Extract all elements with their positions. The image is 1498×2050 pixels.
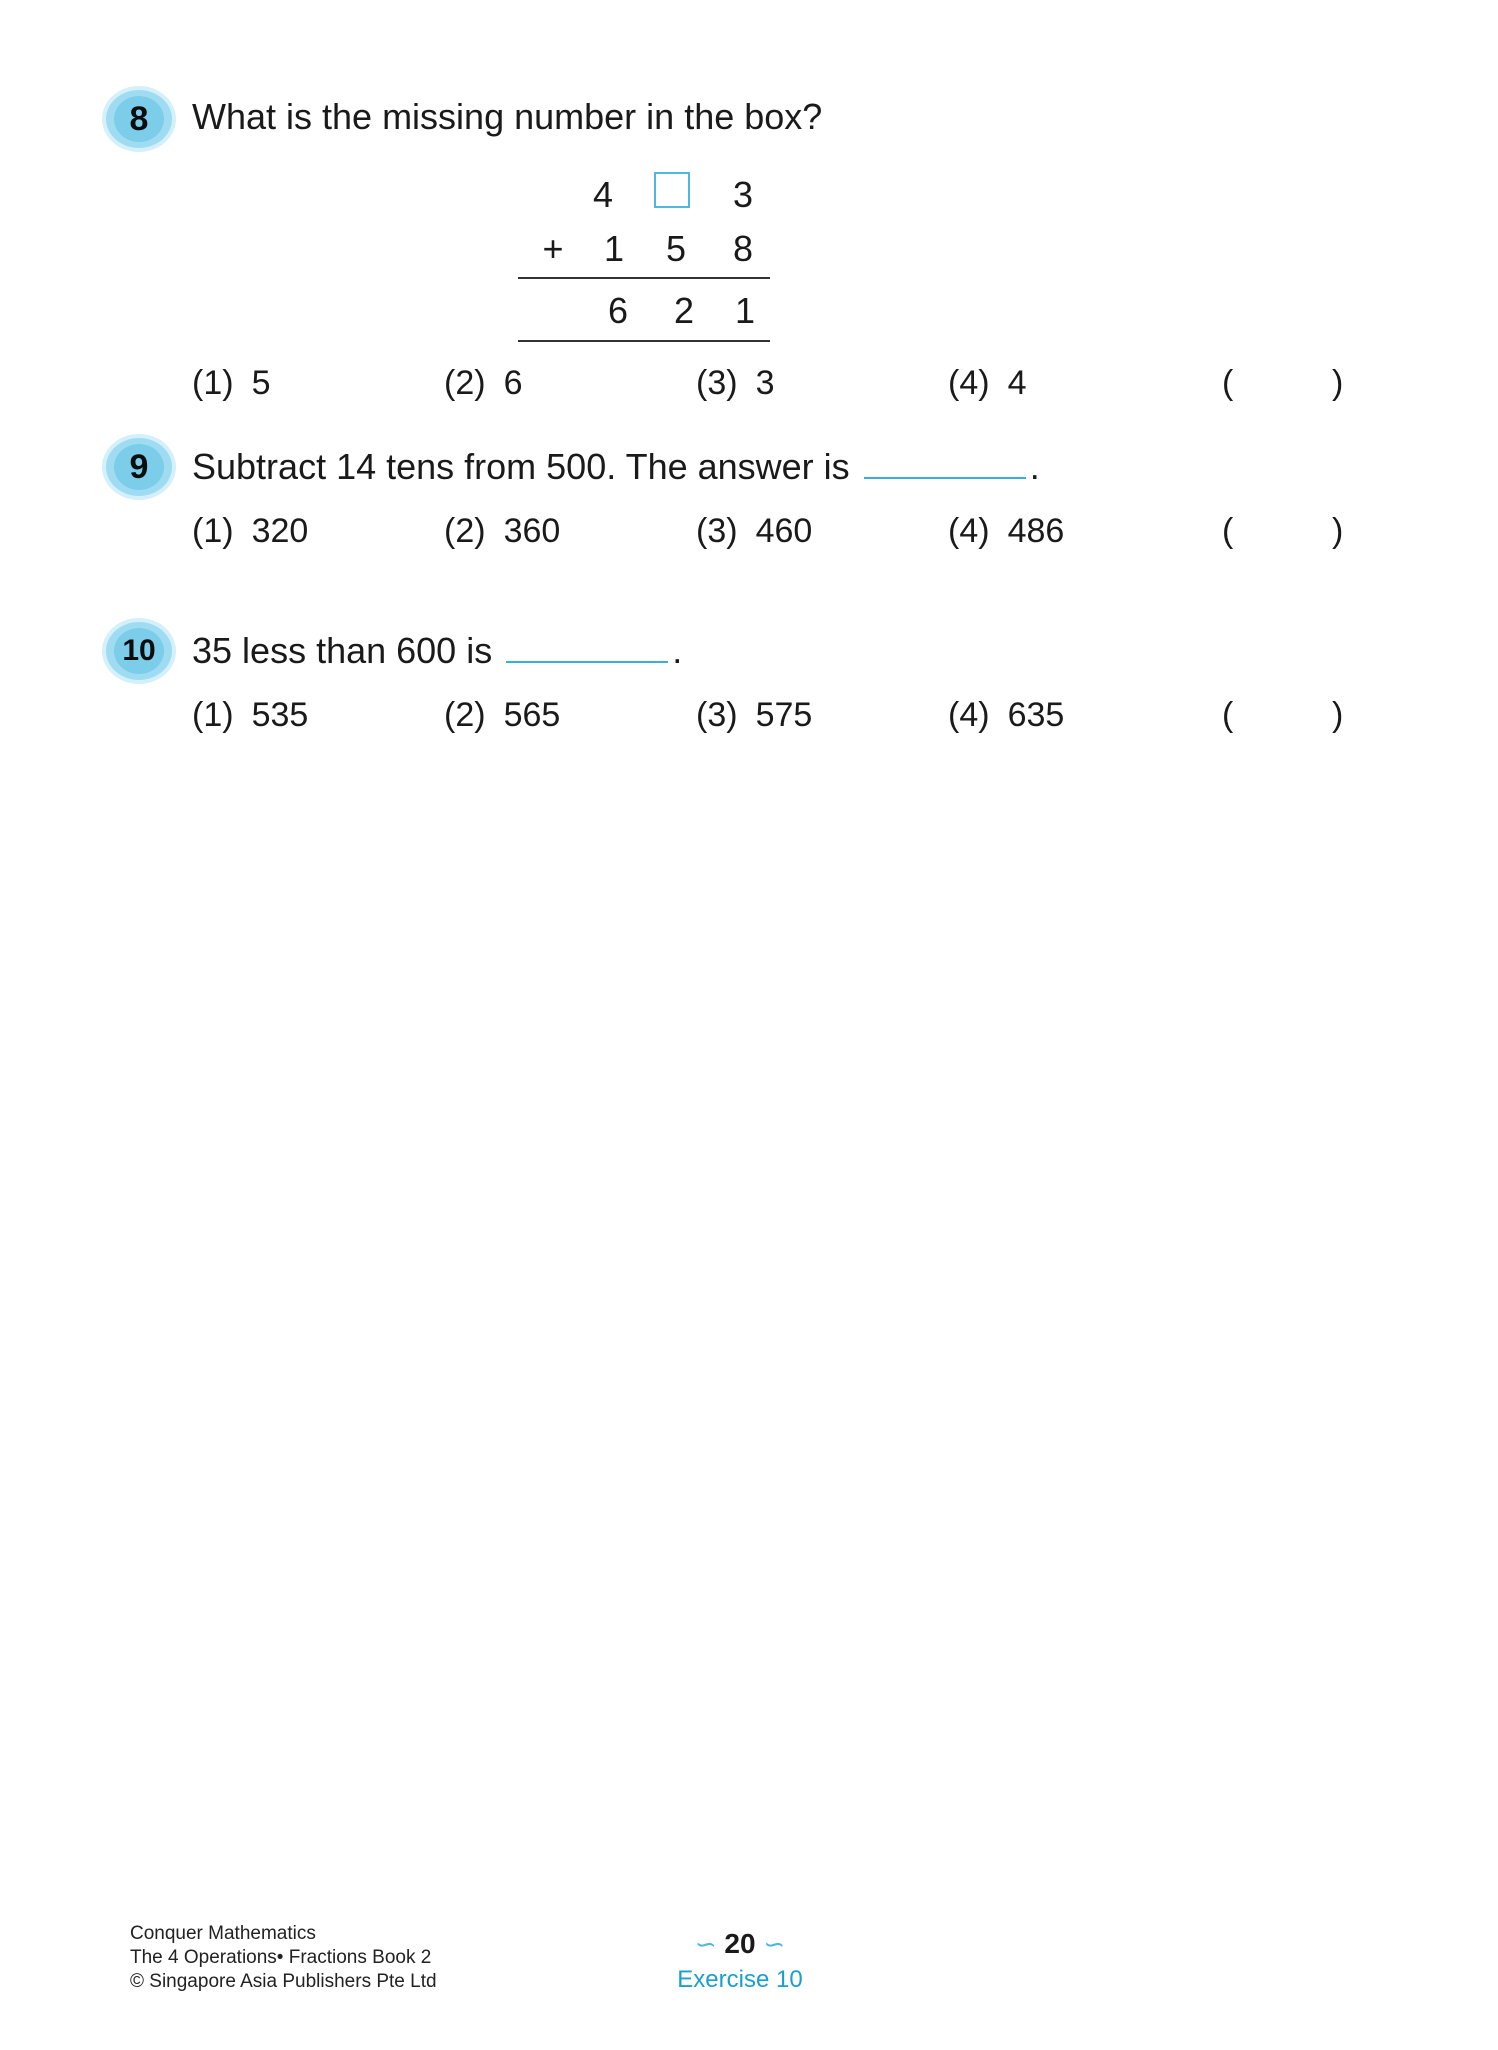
option-4[interactable]: (4) 4 [948,364,1027,402]
footer-copyright: © Singapore Asia Publishers Pte Ltd [130,1971,437,1992]
answer-paren-open: ( [1222,696,1234,734]
answer-paren-close: ) [1332,696,1344,734]
question-number: 10 [122,634,156,667]
addend-digit: 1 [603,228,625,269]
swirl-left-icon: ∽ [694,1929,717,1959]
question-text: 35 less than 600 is . [192,630,683,671]
answer-paren-close: ) [1332,364,1344,402]
missing-number-box[interactable] [654,172,690,208]
option-3[interactable]: (3) 575 [696,696,813,734]
question-number: 9 [129,447,149,486]
swirl-right-icon: ∽ [763,1929,786,1959]
option-1[interactable]: (1) 5 [192,364,271,402]
option-1[interactable]: (1) 535 [192,696,309,734]
answer-blank[interactable] [864,477,1026,479]
sum-digit: 1 [734,290,756,331]
question-number-badge [106,438,172,496]
option-3[interactable]: (3) 460 [696,512,813,550]
footer-credits [130,1922,437,1994]
addend-digit: 5 [665,228,687,269]
option-4[interactable]: (4) 486 [948,512,1065,550]
answer-paren-open: ( [1222,512,1234,550]
answer-paren-close: ) [1332,512,1344,550]
addend-digit: 3 [732,174,754,215]
plus-sign: + [542,228,564,269]
option-2[interactable]: (2) 565 [444,696,561,734]
sum-line-bottom [518,340,770,342]
addend-digit: 8 [732,228,754,269]
option-2[interactable]: (2) 6 [444,364,523,402]
sum-digit: 2 [673,290,695,331]
option-2[interactable]: (2) 360 [444,512,561,550]
option-4[interactable]: (4) 635 [948,696,1065,734]
sum-line-top [518,277,770,279]
footer-book-title: The 4 Operations• Fractions Book 2 [130,1947,432,1968]
page-number-group [680,1928,800,1960]
page-number: 20 [724,1928,756,1959]
question-text: Subtract 14 tens from 500. The answer is . [192,446,1040,487]
exercise-label: Exercise 10 [677,1966,803,1993]
question-number-badge [106,622,172,680]
answer-paren-open: ( [1222,364,1234,402]
footer-series-title: Conquer Mathematics [130,1923,316,1944]
sum-digit: 6 [607,290,629,331]
question-number-badge [106,90,172,148]
answer-blank[interactable] [506,661,668,663]
question-number: 8 [129,99,149,138]
option-3[interactable]: (3) 3 [696,364,775,402]
question-text: What is the missing number in the box? [192,96,823,137]
addend-digit: 4 [592,174,614,215]
option-1[interactable]: (1) 320 [192,512,309,550]
